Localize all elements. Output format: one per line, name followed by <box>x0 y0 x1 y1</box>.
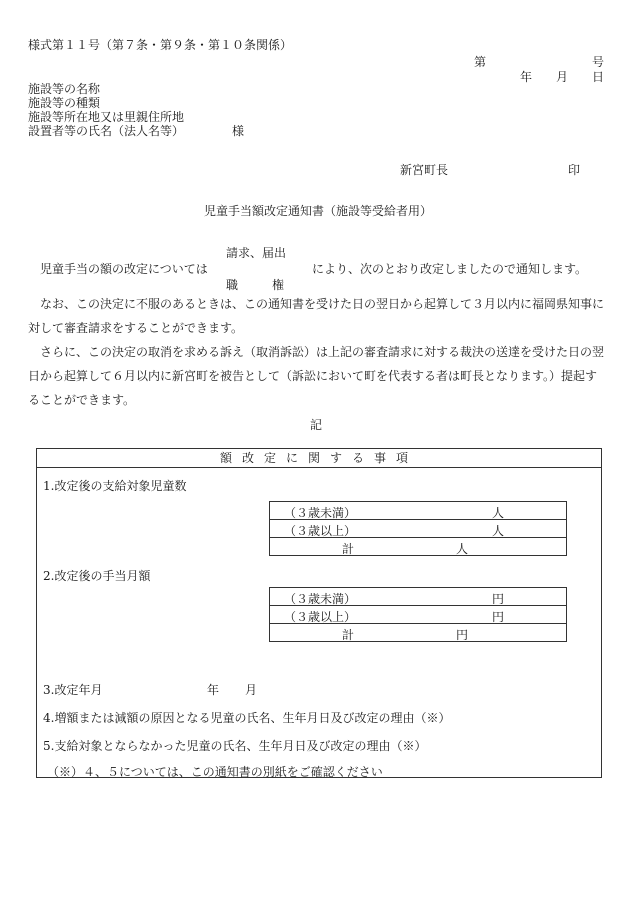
monthly-amount-table <box>269 587 567 642</box>
date-month: 月 <box>556 70 569 84</box>
date-year: 年 <box>520 70 533 84</box>
choice-lower-left: 職 <box>226 278 239 292</box>
over3-unit: 人 <box>492 524 505 538</box>
item-2-monthly-amount: 2.改定後の手当月額 <box>43 569 151 583</box>
table-row <box>270 606 567 624</box>
paragraph-appeal <box>28 292 608 340</box>
total-label: 計 <box>342 628 355 642</box>
details-box-header: 額改定に関する事項 <box>37 449 601 468</box>
choice-lower-right: 権 <box>272 278 285 292</box>
over3-label: （３歳以上） <box>284 524 357 538</box>
doc-number-suffix: 号 <box>592 55 605 69</box>
recipient-honorific: 様 <box>232 124 245 138</box>
table-row <box>270 588 567 606</box>
item-4-change-reason: 4.増額または減額の原因となる児童の氏名、生年月日及び改定の理由（※） <box>43 711 451 725</box>
recipient-address: 施設等所在地又は里親住所地 <box>28 110 185 124</box>
table-row <box>270 538 567 556</box>
under3-label: （３歳未満） <box>284 506 357 520</box>
sender-seal: 印 <box>568 163 581 177</box>
body-main-right: により、次のとおり改定しましたので通知します。 <box>312 262 588 276</box>
item-5-ineligible-reason: 5.支給対象とならなかった児童の氏名、生年月日及び改定の理由（※） <box>43 739 427 753</box>
paragraph-lawsuit <box>28 340 608 412</box>
sender-name: 新宮町長 <box>400 163 449 177</box>
form-number: 様式第１１号（第７条・第９条・第１０条関係） <box>28 38 293 52</box>
note-attachment: （※）４、５については、この通知書の別紙をご確認ください <box>47 765 383 779</box>
under3-unit: 円 <box>492 592 505 606</box>
recipient-facility-name: 施設等の名称 <box>28 82 101 96</box>
choice-upper: 請求、届出 <box>226 246 287 260</box>
table-row <box>270 624 567 642</box>
item-3-month: 月 <box>245 683 258 697</box>
under3-label: （３歳未満） <box>284 592 357 606</box>
total-unit: 人 <box>456 542 469 556</box>
item-3-revision-date: 3.改定年月 <box>43 683 103 697</box>
children-count-table <box>269 501 567 556</box>
document-title: 児童手当額改定通知書（施設等受給者用） <box>204 204 433 218</box>
ki-mark: 記 <box>310 418 323 432</box>
body-main-left: 児童手当の額の改定については <box>40 262 208 276</box>
total-label: 計 <box>342 542 355 556</box>
details-box <box>36 448 602 778</box>
over3-label: （３歳以上） <box>284 610 357 624</box>
table-row <box>270 502 567 520</box>
recipient-facility-type: 施設等の種類 <box>28 96 101 110</box>
item-1-children-count: 1.改定後の支給対象児童数 <box>43 479 187 493</box>
recipient-founder-name: 設置者等の氏名（法人名等） <box>28 124 185 138</box>
date-day: 日 <box>592 70 605 84</box>
paragraph-appeal-text: なお、この決定に不服のあるときは、この通知書を受けた日の翌日から起算して３月以内に福岡県知事に対して審査請求をすることができます。 <box>28 297 605 335</box>
table-row <box>270 520 567 538</box>
item-3-year: 年 <box>207 683 220 697</box>
doc-number-prefix: 第 <box>474 55 487 69</box>
paragraph-lawsuit-text: さらに、この決定の取消を求める訴え（取消訴訟）は上記の審査請求に対する裁決の送達を受けた日の翌日から起算して６月以内に新宮町を被告として（訴訟において町を代表する者は町長となります。）提起することができます。 <box>28 345 605 407</box>
under3-unit: 人 <box>492 506 505 520</box>
over3-unit: 円 <box>492 610 505 624</box>
total-unit: 円 <box>456 628 469 642</box>
